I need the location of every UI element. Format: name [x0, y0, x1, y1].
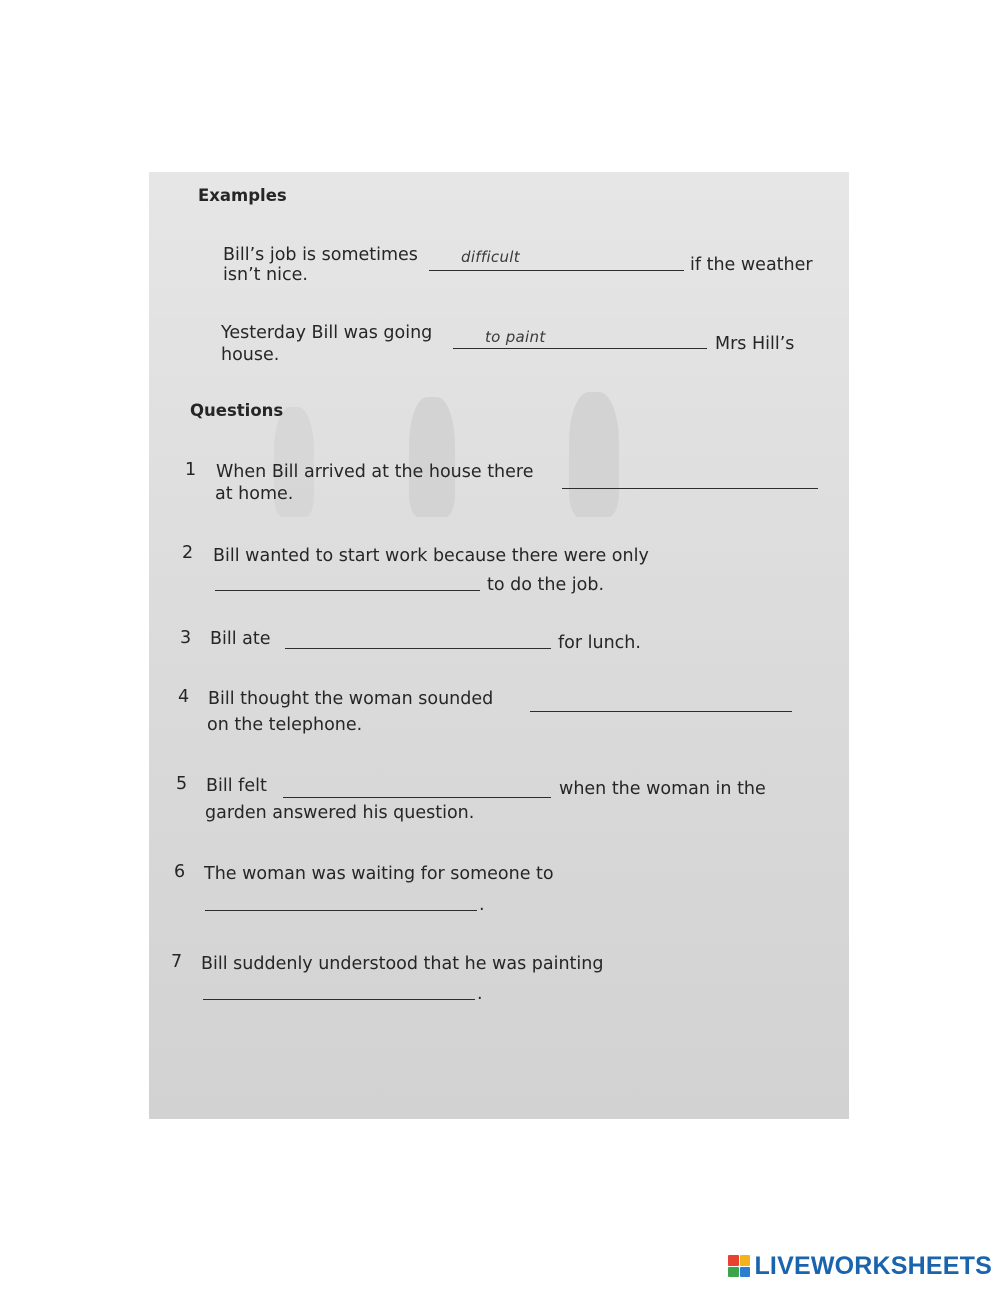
logo-tile-yellow	[740, 1255, 751, 1266]
question-1-answer-blank[interactable]	[562, 488, 818, 489]
question-3-answer-blank[interactable]	[285, 648, 551, 649]
question-4-text: Bill thought the woman sounded	[208, 689, 494, 709]
question-5-text-mid: when the woman in the	[559, 779, 766, 799]
liveworksheets-icon	[728, 1255, 750, 1277]
question-5-text: Bill felt	[206, 776, 267, 796]
question-5-answer-blank[interactable]	[283, 797, 551, 798]
example-2-text: Yesterday Bill was going	[221, 323, 433, 343]
question-2-number: 2	[182, 543, 194, 563]
question-7-text-end: .	[477, 984, 483, 1004]
example-2-line2: house.	[221, 345, 280, 365]
question-2-text-end: to do the job.	[487, 575, 605, 595]
question-1-number: 1	[185, 460, 197, 480]
question-1-text: When Bill arrived at the house there	[216, 462, 534, 482]
question-4-answer-blank[interactable]	[530, 711, 792, 712]
question-5-text-end: garden answered his question.	[205, 803, 475, 823]
example-2-text-after: Mrs Hill’s	[715, 334, 795, 354]
question-5-number: 5	[176, 774, 188, 794]
example-2-blank	[453, 348, 707, 349]
question-7-text: Bill suddenly understood that he was painting	[201, 954, 604, 974]
logo-tile-red	[728, 1255, 739, 1266]
background-figure	[569, 392, 619, 517]
examples-heading: Examples	[198, 186, 287, 205]
background-figure	[409, 397, 455, 517]
question-6-text: The woman was waiting for someone to	[204, 864, 554, 884]
question-3-number: 3	[180, 628, 192, 648]
question-7-answer-blank[interactable]	[203, 999, 475, 1000]
question-1-text-end: at home.	[215, 484, 294, 504]
question-6-number: 6	[174, 862, 186, 882]
question-7-number: 7	[171, 952, 183, 972]
example-1-text: Bill’s job is sometimes	[223, 245, 418, 265]
logo-tile-blue	[740, 1267, 751, 1278]
example-1-text-after: if the weather	[690, 255, 813, 275]
question-3-text-end: for lunch.	[558, 633, 641, 653]
example-1-answer: difficult	[461, 248, 520, 266]
question-4-number: 4	[178, 687, 190, 707]
question-4-text-end: on the telephone.	[207, 715, 363, 735]
liveworksheets-logo	[728, 1253, 992, 1279]
question-3-text: Bill ate	[210, 629, 271, 649]
example-1-line2: isn’t nice.	[223, 265, 308, 285]
question-2-text: Bill wanted to start work because there were only	[213, 546, 649, 566]
question-6-answer-blank[interactable]	[205, 910, 477, 911]
question-6-text-end: .	[479, 895, 485, 915]
example-1-blank	[429, 270, 684, 271]
worksheet-page	[149, 172, 849, 1119]
logo-tile-green	[728, 1267, 739, 1278]
example-2-answer: to paint	[485, 328, 546, 346]
questions-heading: Questions	[190, 401, 284, 420]
brand-name: LIVEWORKSHEETS	[754, 1251, 992, 1280]
question-2-answer-blank[interactable]	[215, 590, 480, 591]
